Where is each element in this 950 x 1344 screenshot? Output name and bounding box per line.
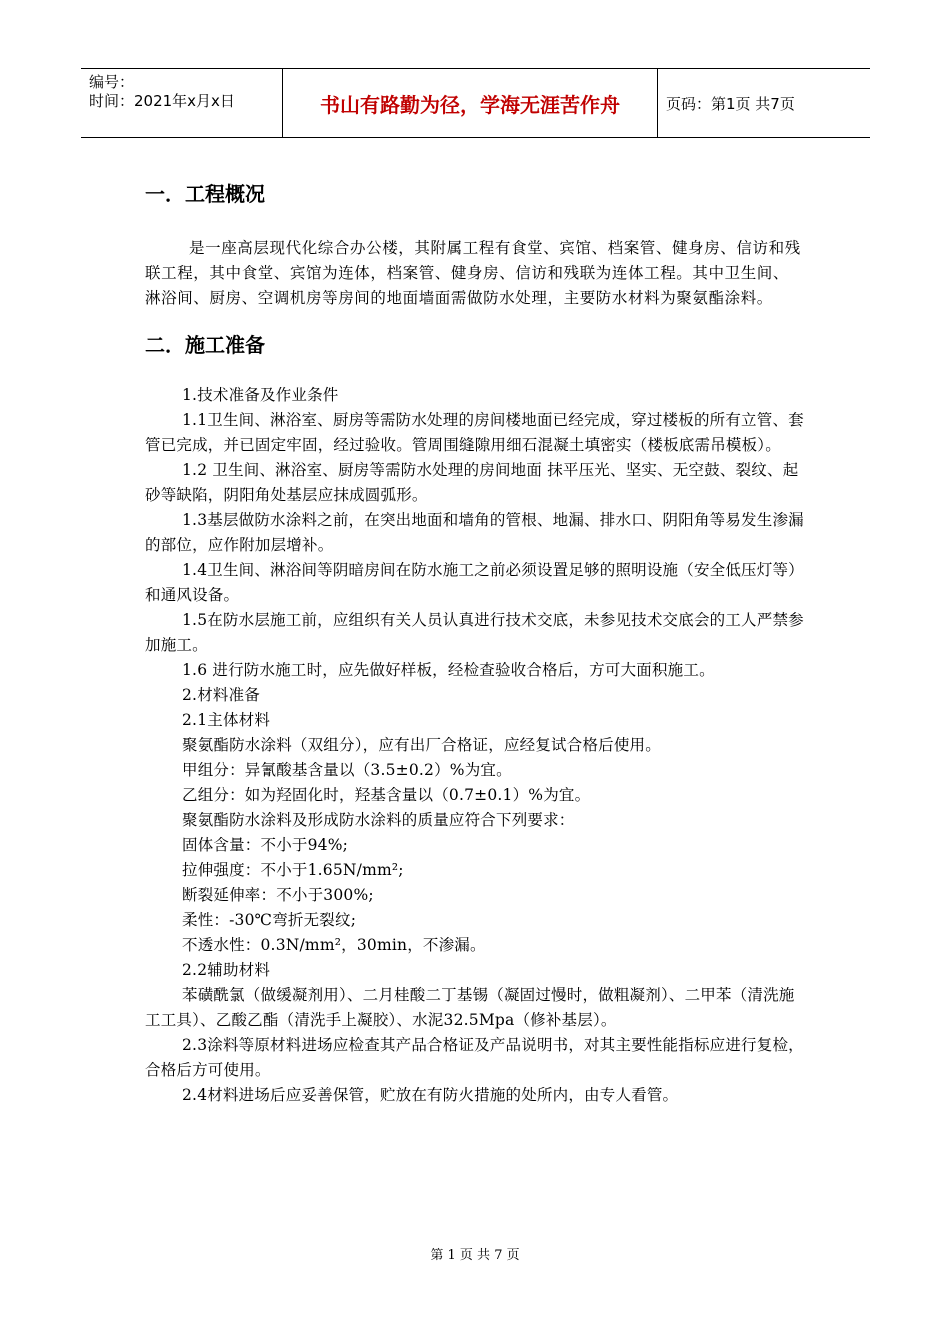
item-2-3: 2.3涂料等原材料进场应检查其产品合格证及产品说明书，对其主要性能指标应进行复检，合格后方可使用。 [145, 1036, 804, 1079]
component-a-line: 甲组分：异氰酸基含量以（3.5±0.2）%为宜。 [182, 761, 512, 779]
item-1-3: 1.3基层做防水涂料之前，在突出地面和墙角的管根、地漏、排水口、阴阳角等易发生渗漏的部位，应作附加层增补。 [145, 511, 804, 554]
heading-tech-prep: 1.技术准备及作业条件 [182, 386, 339, 404]
item-1-6: 1.6 进行防水施工时，应先做好样板，经检查验收合格后，方可大面积施工。 [182, 661, 715, 679]
preparation-section [145, 383, 805, 1108]
tensile-strength-line: 拉伸强度：不小于1.65N/mm²; [182, 861, 404, 879]
header-table [81, 68, 870, 138]
document-body [145, 174, 805, 1108]
impermeability-line: 不透水性：0.3N/mm²，30min，不渗漏。 [182, 936, 486, 954]
header-left-cell [81, 69, 282, 137]
flexibility-line: 柔性：-30℃弯折无裂纹; [182, 911, 357, 929]
section-title-overview: 一．工程概况 [145, 182, 265, 206]
item-2-4: 2.4材料进场后应妥善保管，贮放在有防火措施的处所内，由专人看管。 [182, 1086, 679, 1104]
material-line: 聚氨酯防水涂料（双组分），应有出厂合格证，应经复试合格后使用。 [182, 736, 661, 754]
heading-material-prep: 2.材料准备 [182, 686, 260, 704]
header-motto: 书山有路勤为径，学海无涯苦作舟 [282, 69, 658, 137]
section-title-preparation: 二．施工准备 [145, 333, 265, 357]
heading-main-material: 2.1主体材料 [182, 711, 271, 729]
overview-paragraph: 是一座高层现代化综合办公楼，其附属工程有食堂、宾馆、档案管、健身房、信访和残联工程，其中食堂、宾馆为连体，档案管、健身房、信访和残联为连体工程。其中卫生间、淋浴间、厨房、空调机房等房间的地面墙面需做防水处理，主要防水材料为聚氨酯涂料。 [145, 239, 801, 307]
time-label: 时间：2021年x月x日 [89, 92, 235, 110]
item-1-2: 1.2 卫生间、淋浴室、厨房等需防水处理的房间地面 抹平压光、坚实、无空鼓、裂纹、起砂等缺陷，阴阳角处基层应抹成圆弧形。 [145, 461, 799, 504]
aux-material-line: 苯磺酰氯（做缓凝剂用）、二月桂酸二丁基锡（凝固过慢时，做粗凝剂）、二甲苯（清洗施工工具）、乙酸乙酯（清洗手上凝胶）、水泥32.5Mpa（修补基层）。 [145, 986, 795, 1029]
elongation-line: 断裂延伸率：不小于300%; [182, 886, 374, 904]
item-1-4: 1.4卫生间、淋浴间等阴暗房间在防水施工之前必须设置足够的照明设施（安全低压灯等）和通风设备。 [145, 561, 804, 604]
item-1-1: 1.1卫生间、淋浴室、厨房等需防水处理的房间楼地面已经完成，穿过楼板的所有立管、套管已完成，并已固定牢固，经过验收。管周围缝隙用细石混凝土填密实（楼板底需吊模板）。 [145, 411, 804, 454]
quality-req-line: 聚氨酯防水涂料及形成防水涂料的质量应符合下列要求： [182, 811, 575, 829]
heading-aux-material: 2.2辅助材料 [182, 961, 271, 979]
item-1-5: 1.5在防水层施工前，应组织有关人员认真进行技术交底，未参见技术交底会的工人严禁参加施工。 [145, 611, 804, 654]
solid-content-line: 固体含量：不小于94%; [182, 836, 349, 854]
number-label: 编号： [89, 73, 135, 91]
overview-section [145, 236, 805, 311]
component-b-line: 乙组分：如为羟固化时，羟基含量以（0.7±0.1）%为宜。 [182, 786, 591, 804]
page-footer: 第 1 页 共 7 页 [430, 1248, 520, 1263]
header-page-info: 页码：第1页 共7页 [666, 94, 795, 113]
